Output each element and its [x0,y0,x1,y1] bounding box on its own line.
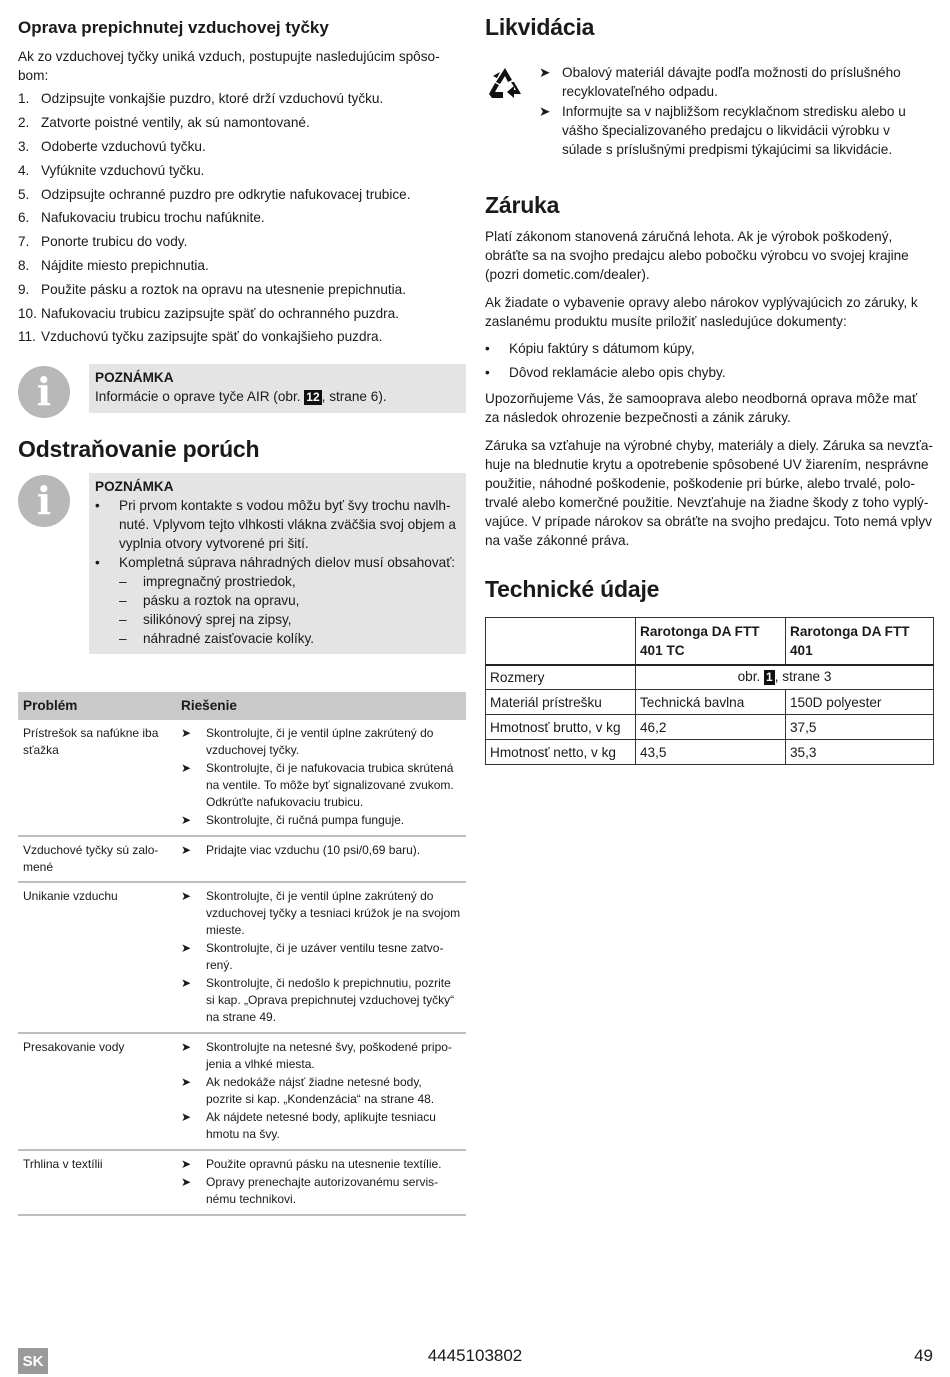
problem-cell: Presakovanie vody [18,1033,176,1150]
table-row [18,836,466,882]
note-text-before: Informácie o oprave tyče AIR (obr. [95,388,301,404]
disposal-list [539,63,933,160]
arrow-icon: ➤ [181,725,192,740]
step-number: 10. [18,305,37,321]
list-item [18,325,466,349]
page-number: 49 [914,1346,933,1365]
dash-icon: – [119,630,127,646]
note-text-after: , strane 6). [321,388,387,404]
list-item [18,254,466,278]
bullet-icon: • [485,341,490,356]
tech-value-2: 35,3 [786,740,934,765]
solution-item [181,1174,461,1208]
step-text: Vyfúknite vzduchovú tyčku. [41,162,205,178]
dash-text: silikónový sprej na zipsy, [143,611,292,627]
list-item [18,87,466,111]
arrow-icon: ➤ [181,1174,192,1189]
step-number: 1. [18,91,30,107]
solution-cell [176,1150,466,1215]
tech-row [486,740,934,765]
solution-cell [176,836,466,882]
table-row [18,720,466,836]
tech-row [486,665,934,690]
note-title: POZNÁMKA [95,478,174,494]
note-box [89,364,466,413]
warranty-p3: Upozorňujeme Vás, že samooprava alebo neodborná oprava môže mať za následok ohrozenie bezpečnosti a zánik záruky. [485,391,918,425]
solution-text: Pridajte viac vzduchu (10 psi/0,69 baru). [206,842,421,857]
repair-steps [18,87,466,349]
step-text: Zatvorte poistné ventily, ak sú namontované. [41,115,310,131]
table-row [18,882,466,1033]
arrow-icon: ➤ [181,1109,192,1124]
problem-cell: Trhlina v textílii [18,1150,176,1215]
list-item [18,182,466,206]
solution-text: Ak nájdete netesné body, aplikujte tesniacu hmotu na švy. [206,1109,436,1141]
arrow-icon: ➤ [181,975,192,990]
bullet-text: Pri prvom kontakte s vodou môžu byť švy trochu navlh-nuté. Vplyvom tejto vlhkosti vlákna zväčšia svoj objem a vyplnia otvory vytvorené pri šití. [119,497,456,551]
language-badge: SK [18,1348,48,1374]
dash-icon: – [119,592,127,608]
repair-note [18,364,466,418]
tech-value-1: 43,5 [636,740,786,765]
tech-col2: Rarotonga DA FTT 401 [786,618,934,665]
tech-header-empty [486,618,636,665]
document-code: 4445103802 [427,1346,523,1365]
list-item [18,301,466,325]
note-box [89,473,466,654]
tech-label: Hmotnosť netto, v kg [486,740,636,765]
bullet-text: Kópiu faktúry s dátumom kúpy, [509,341,695,356]
dash-icon: – [119,611,127,627]
solution-text: Skontrolujte, či je nafukovacia trubica skrútená na ventile. To môže byť signalizované zvukom. Odkrúťte nafukovaciu trubicu. [206,760,454,809]
dash-item [119,572,460,591]
bullet-item [95,553,460,572]
troubleshooting-table [18,692,466,1216]
tech-row [486,690,934,715]
solution-cell [176,1033,466,1150]
step-number: 4. [18,162,30,178]
disposal-item [539,102,933,159]
tech-label: Rozmery [486,665,636,690]
list-item [18,230,466,254]
arrow-icon: ➤ [181,1039,192,1054]
warranty-p4: Záruka sa vzťahuje na výrobné chyby, materiály a diely. Záruka sa nevzťa-huje na blednutie krytu a opotrebenie spôsobené UV žiarením, nesprávne použitie, náhodné poškodenie, poškodenie pri búrke, alebo trvalé, polo-trvalé alebo komerčné použitie. Nevzťahuje na žiadne škody z toho vyplý-vajúce. V prípade nárokov sa obráťte na svojho predajcu. Toto nemá vplyv na vaše zákonné práva. [485,438,933,548]
step-number: 8. [18,257,30,273]
disposal-text: Informujte sa v najbližšom recyklačnom stredisku alebo u vášho špecializovaného predajcu o likvidácii výrobku v súlade s príslušnými predpismi týkajúcimi sa likvidácie. [562,104,906,157]
step-number: 5. [18,186,30,202]
solution-item [181,1039,461,1073]
bullet-icon: • [95,554,100,570]
problem-cell: Prístrešok sa nafúkne iba sťažka [18,720,176,836]
dash-text: náhradné zaisťovacie kolíky. [143,630,315,646]
step-number: 6. [18,210,30,226]
step-number: 7. [18,234,30,250]
step-text: Nafukovaciu trubicu trochu nafúknite. [41,210,265,226]
step-text: Odzipsujte ochranné puzdro pre odkrytie nafukovacej trubice. [41,186,411,202]
solution-text: Skontrolujte, či je uzáver ventilu tesne zatvo-rený. [206,940,444,972]
disposal-title: Likvidácia [485,14,595,40]
repair-intro: Ak zo vzduchovej tyčky uniká vzduch, postupujte nasledujúcim spôso-bom: [18,49,440,83]
troubleshooting-title: Odstraňovanie porúch [18,435,260,462]
solution-item [181,1109,461,1143]
arrow-icon: ➤ [181,1156,192,1171]
arrow-icon: ➤ [181,888,192,903]
tech-header-row [486,618,934,665]
bullet-text: Dôvod reklamácie alebo opis chyby. [509,365,726,380]
table-row [18,1033,466,1150]
note-dashes [95,572,460,648]
tech-dims-value [636,665,934,690]
right-column [485,14,933,765]
header-problem: Problém [18,692,176,720]
list-item [18,135,466,159]
arrow-icon: ➤ [181,1074,192,1089]
dash-text: impregnačný prostriedok, [143,573,296,589]
solution-item [181,888,461,939]
left-column [18,18,466,1216]
step-text: Ponorte trubicu do vody. [41,234,188,250]
solution-item [181,975,461,1026]
figure-ref: 12 [306,389,320,404]
dims-before: obr. [737,669,761,685]
troubleshooting-note [18,473,466,654]
info-icon: i [18,475,70,527]
solution-text: Skontrolujte, či je ventil úplne zakrútený do vzduchovej tyčky. [206,725,434,757]
list-item [18,111,466,135]
solution-text: Skontrolujte, či je ventil úplne zakrútený do vzduchovej tyčky a tesniaci krúžok je na svojom mieste. [206,888,461,937]
warranty-bullets [485,337,933,385]
list-item [18,277,466,301]
disposal-block [485,63,933,160]
solution-item [181,725,461,759]
arrow-icon: ➤ [181,940,192,955]
arrow-icon: ➤ [539,104,551,119]
tech-title: Technické údaje [485,576,660,602]
tech-label: Hmotnosť brutto, v kg [486,715,636,740]
warranty-p2: Ak žiadate o vybavenie opravy alebo nárokov vyplývajúcich zo záruky, k zaslanému produktu musíte priložiť nasledujúce dokumenty: [485,295,918,329]
step-text: Nájdite miesto prepichnutia. [41,257,209,273]
note-title: POZNÁMKA [95,369,174,385]
problem-cell: Unikanie vzduchu [18,882,176,1033]
solution-item [181,1156,461,1173]
tech-table [485,617,934,765]
list-item [18,158,466,182]
figure-ref: 1 [766,670,773,685]
solution-item [181,940,461,974]
tech-label: Materiál prístrešku [486,690,636,715]
note-text [95,387,460,406]
bullet-icon: • [485,365,490,380]
step-text: Použite pásku a roztok na opravu na utesnenie prepichnutia. [41,281,407,297]
solution-item [181,842,461,859]
step-text: Odzipsujte vonkajšie puzdro, ktoré drží vzduchovú tyčku. [41,91,384,107]
tech-value-1: 46,2 [636,715,786,740]
step-text: Odoberte vzduchovú tyčku. [41,138,206,154]
tech-value-1: Technická bavlna [636,690,786,715]
repair-title: Oprava prepichnutej vzduchovej tyčky [18,18,329,37]
step-text: Nafukovaciu trubicu zazipsujte späť do ochranného puzdra. [41,305,399,321]
step-number: 9. [18,281,30,297]
info-icon: i [18,366,70,418]
dash-item [119,629,460,648]
solution-item [181,812,461,829]
disposal-text: Obalový materiál dávajte podľa možnosti do príslušného recyklovateľného odpadu. [562,65,901,99]
solution-item [181,760,461,811]
problem-cell: Vzduchové tyčky sú zalo-mené [18,836,176,882]
dash-text: pásku a roztok na opravu, [143,592,300,608]
solution-text: Skontrolujte na netesné švy, poškodené pripo-jenia a vlhké miesta. [206,1039,452,1071]
tech-row [486,715,934,740]
warranty-p1: Platí zákonom stanovená záručná lehota. Ak je výrobok poškodený, obráťte sa na svojho predajcu alebo pobočku výrobcu vo svojej krajine (pozri dometic.com/dealer). [485,229,909,282]
header-solution: Riešenie [176,692,466,720]
note-bullets [95,496,460,572]
tech-value-2: 37,5 [786,715,934,740]
bullet-item [485,361,933,385]
solution-cell [176,720,466,836]
step-number: 2. [18,115,30,131]
solution-text: Ak nedokáže nájsť žiadne netesné body, pozrite si kap. „Kondenzácia“ na strane 48. [206,1074,435,1106]
solution-item [181,1074,461,1108]
arrow-icon: ➤ [181,842,192,857]
step-number: 3. [18,138,30,154]
bullet-icon: • [95,497,100,513]
bullet-item [95,496,460,553]
tech-value-2: 150D polyester [786,690,934,715]
table-row [18,1150,466,1215]
solution-text: Skontrolujte, či ručná pumpa funguje. [206,812,405,827]
bullet-text: Kompletná súprava náhradných dielov musí obsahovať: [119,554,456,570]
arrow-icon: ➤ [181,812,192,827]
warranty-title: Záruka [485,192,560,218]
tech-col1: Rarotonga DA FTT 401 TC [636,618,786,665]
dash-icon: – [119,573,127,589]
dash-item [119,591,460,610]
dash-item [119,610,460,629]
solution-text: Opravy prenechajte autorizovanému servis-nému technikovi. [206,1174,439,1206]
disposal-item [539,63,933,101]
step-text: Vzduchovú tyčku zazipsujte späť do vonkajšieho puzdra. [41,329,383,345]
dims-after: , strane 3 [774,669,832,685]
step-number: 11. [18,329,36,345]
solution-cell [176,882,466,1033]
arrow-icon: ➤ [539,65,551,80]
solution-text: Skontrolujte, či nedošlo k prepichnutiu, pozrite si kap. „Oprava prepichnutej vzduchovej tyčky“ na strane 49. [206,975,455,1024]
arrow-icon: ➤ [181,760,192,775]
recycle-icon [485,64,525,104]
list-item [18,206,466,230]
bullet-item [485,337,933,361]
solution-text: Použite opravnú pásku na utesnenie textílie. [206,1156,442,1171]
